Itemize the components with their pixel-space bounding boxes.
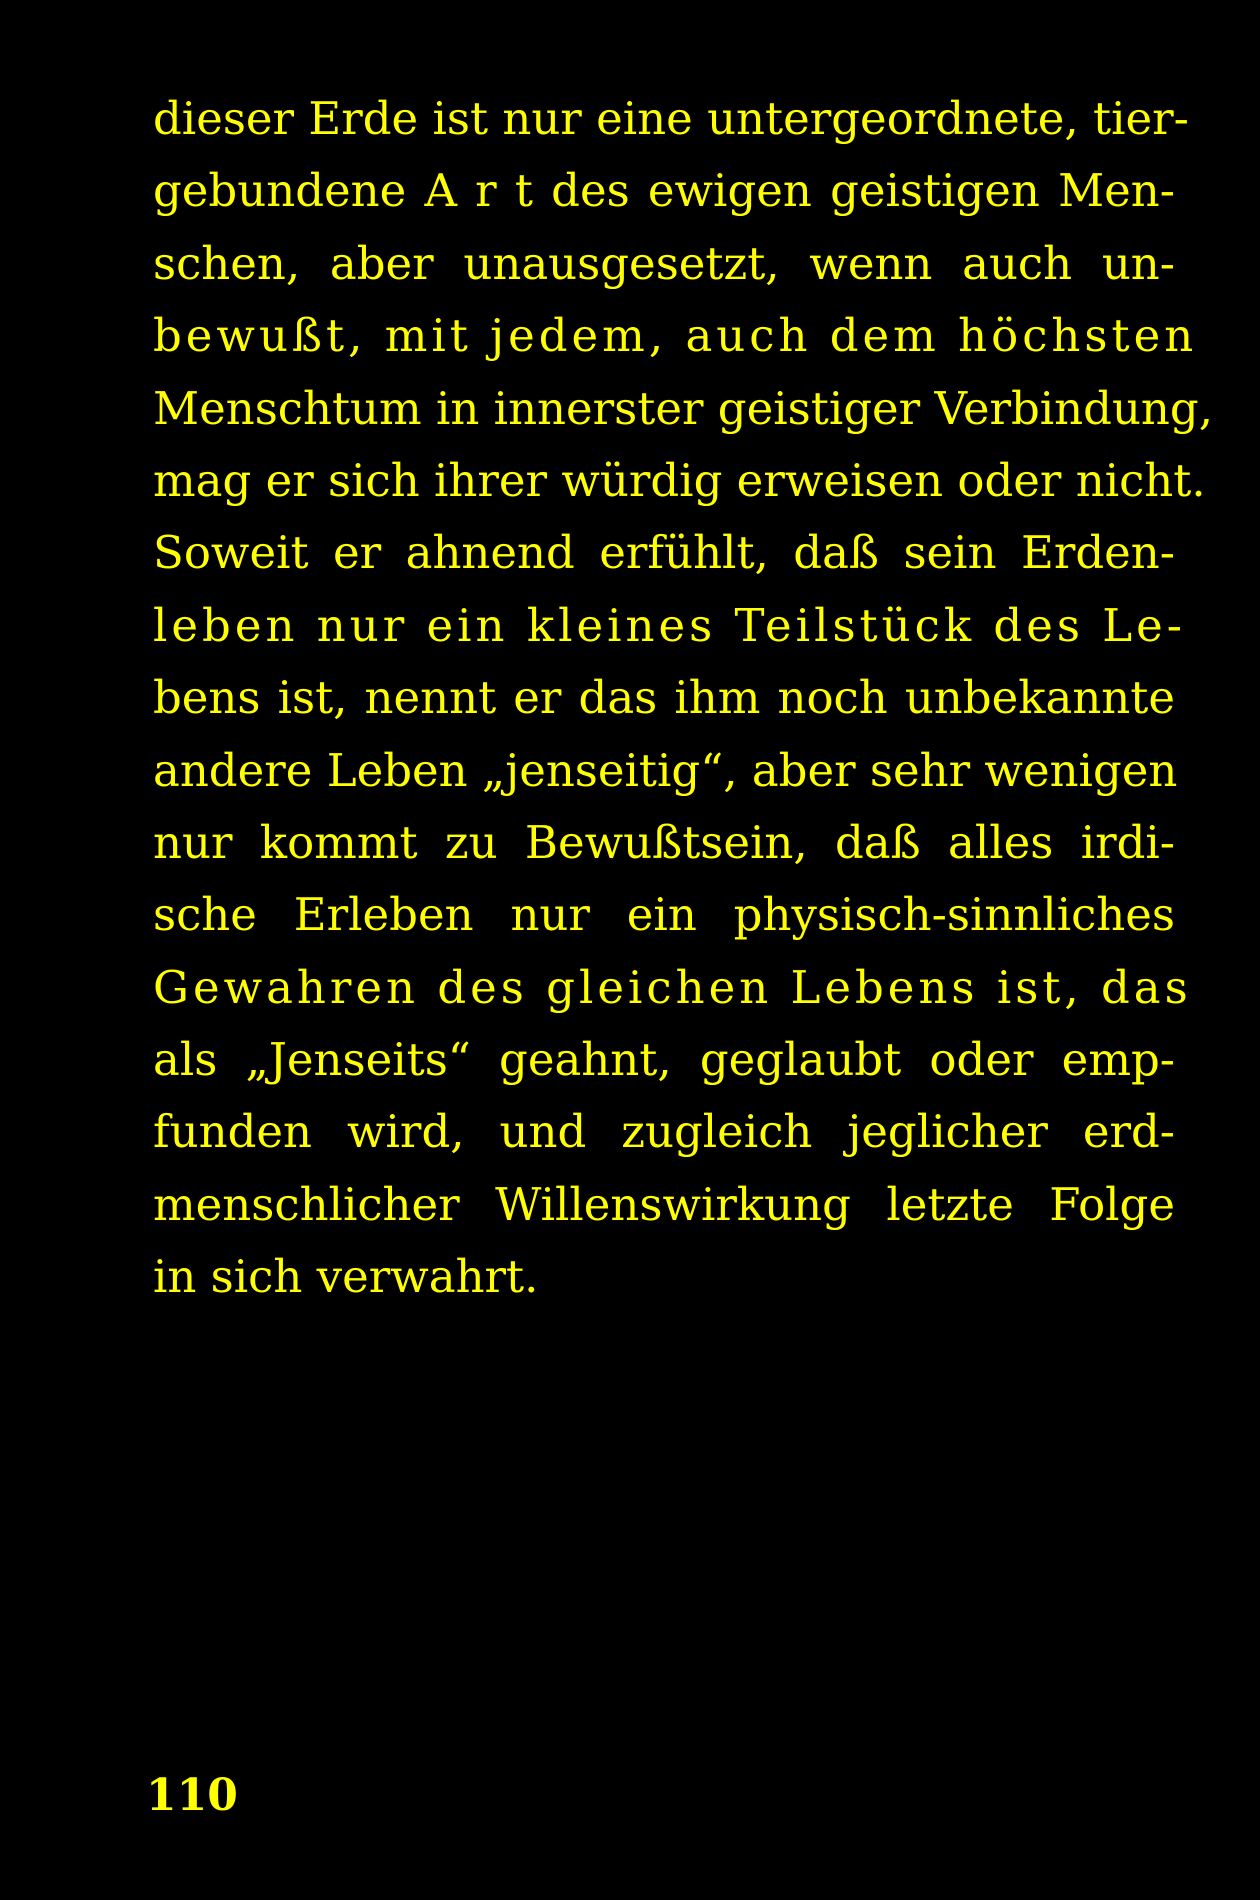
- text-line: sche Erleben nur ein physisch-sinnliches: [153, 888, 1175, 942]
- text-line: nur kommt zu Bewußtsein, daß alles irdi-: [153, 815, 1175, 869]
- text-line: gebundene A r t des ewigen geistigen Men-: [153, 164, 1175, 218]
- text-line: bens ist, nennt er das ihm noch unbekannte: [153, 671, 1175, 725]
- body-text: [153, 83, 1214, 1314]
- text-line: in sich verwahrt.: [153, 1250, 539, 1304]
- text-line: Soweit er ahnend erfühlt, daß sein Erden-: [153, 526, 1175, 580]
- text-line: Menschtum in innerster geistiger Verbindung,: [153, 381, 1214, 435]
- text-line: leben nur ein kleines Teilstück des Le-: [153, 598, 1186, 652]
- text-line: funden wird, und zugleich jeglicher erd-: [153, 1105, 1175, 1159]
- text-line: Gewahren des gleichen Lebens ist, das: [153, 960, 1192, 1014]
- text-line: schen, aber unausgesetzt, wenn auch un-: [153, 236, 1175, 290]
- text-line: dieser Erde ist nur eine untergeordnete, tier-: [153, 92, 1189, 145]
- text-line: menschlicher Willenswirkung letzte Folge: [153, 1177, 1175, 1231]
- text-line: andere Leben „jenseitig“, aber sehr wenigen: [153, 743, 1178, 797]
- text-line: mag er sich ihrer würdig erweisen oder nicht.: [153, 453, 1206, 507]
- text-line: als „Jenseits“ geahnt, geglaubt oder emp-: [153, 1033, 1175, 1087]
- text-line: bewußt, mit jedem, auch dem höchsten: [153, 309, 1198, 363]
- page-number: 110: [146, 1770, 238, 1821]
